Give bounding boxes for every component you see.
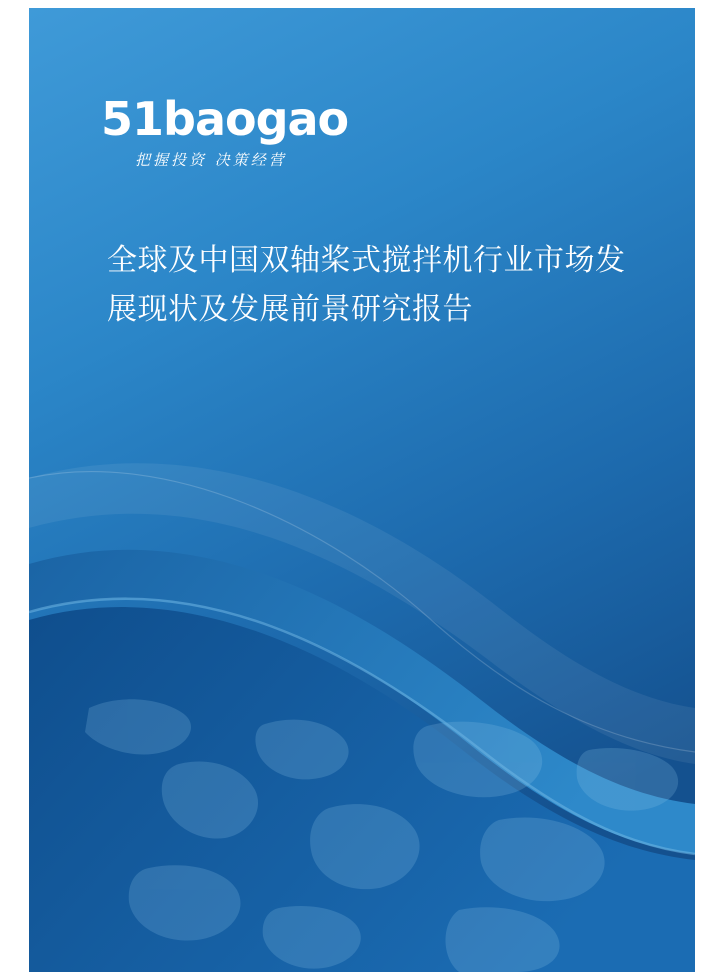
report-title: 全球及中国双轴桨式搅拌机行业市场发展现状及发展前景研究报告: [107, 243, 626, 327]
brand-tagline: 把握投资 决策经营: [135, 151, 287, 169]
brand-logo-text: 51baogao: [101, 92, 349, 146]
report-cover: [29, 8, 695, 972]
brand-logo: [101, 93, 361, 183]
